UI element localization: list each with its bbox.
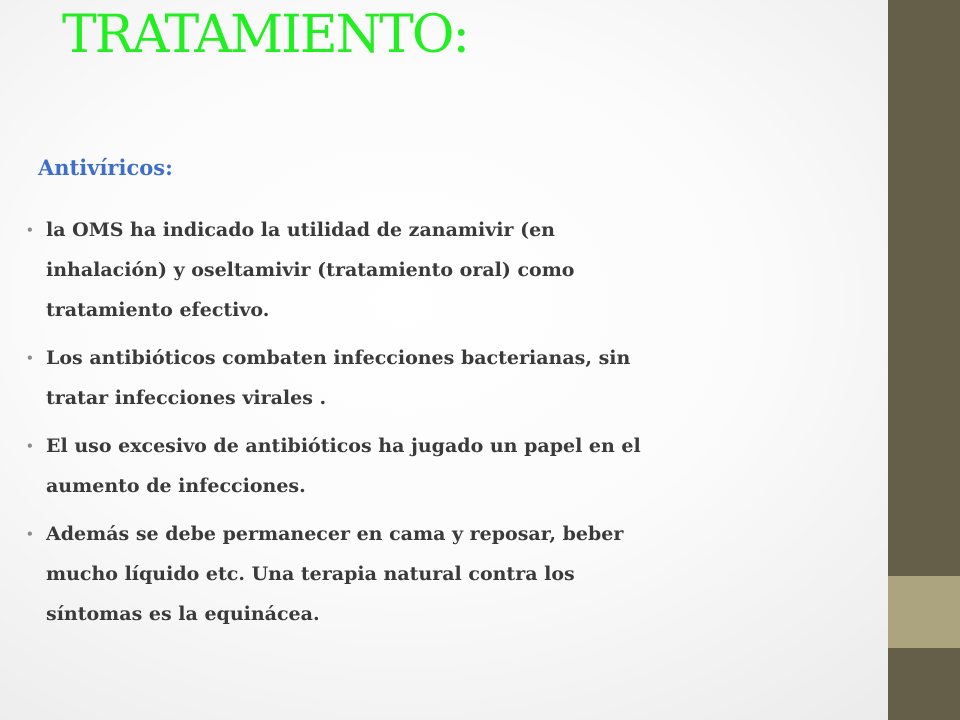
- decorative-sidebar: [888, 0, 960, 720]
- bullet-item: [26, 426, 786, 506]
- bullet-list: [26, 210, 786, 642]
- bullet-icon: •: [26, 527, 34, 541]
- bullet-item: [26, 338, 786, 418]
- bullet-icon: •: [26, 351, 34, 365]
- slide-title: TRATAMIENTO:: [62, 5, 469, 65]
- bullet-icon: •: [26, 223, 34, 237]
- bullet-text: Los antibióticos combaten infecciones bacterianas, sin tratar infecciones virales .: [46, 347, 631, 409]
- decorative-sidebar-band: [888, 576, 960, 648]
- bullet-text: El uso excesivo de antibióticos ha jugado un papel en el aumento de infecciones.: [46, 435, 641, 497]
- bullet-icon: •: [26, 439, 34, 453]
- slide-subtitle: Antivíricos:: [38, 155, 173, 180]
- bullet-item: [26, 210, 786, 330]
- bullet-text: la OMS ha indicado la utilidad de zanamivir (en inhalación) y oseltamivir (tratamiento oral) como tratamiento efectivo.: [46, 219, 575, 321]
- bullet-item: [26, 514, 786, 634]
- bullet-text: Además se debe permanecer en cama y reposar, beber mucho líquido etc. Una terapia natural contra los síntomas es la equinácea.: [46, 523, 624, 625]
